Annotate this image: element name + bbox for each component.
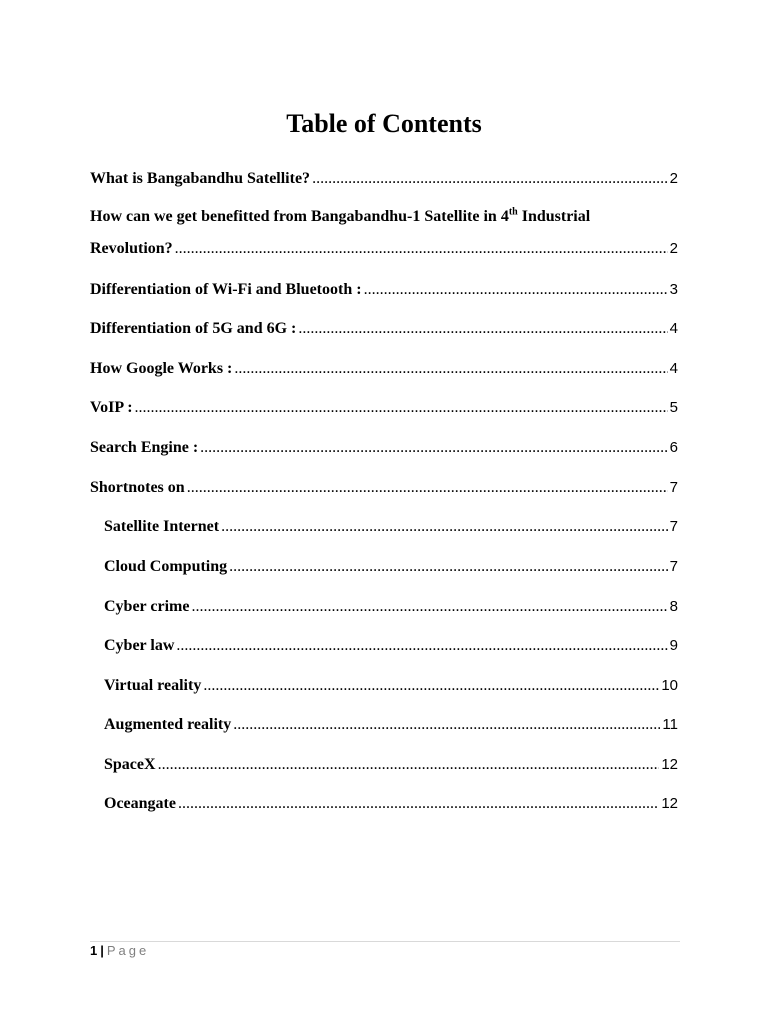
toc-entry-page: 11 [662, 716, 678, 733]
toc-entry-page: 6 [669, 439, 678, 456]
dot-leader [176, 635, 667, 657]
toc-subentry[interactable] [104, 675, 678, 697]
footer-divider [90, 941, 680, 942]
toc-entry[interactable] [90, 279, 678, 301]
dot-leader [191, 596, 667, 618]
toc-entry[interactable] [90, 397, 678, 419]
toc-subentry[interactable] [104, 596, 678, 618]
dot-leader [135, 397, 668, 419]
toc-subentry[interactable] [104, 714, 678, 736]
dot-leader [233, 714, 660, 736]
page-footer [90, 942, 149, 960]
toc-entry-label: Virtual reality [104, 677, 202, 694]
dot-leader [200, 437, 668, 459]
toc-entry-page: 3 [669, 281, 678, 298]
toc-entry-page: 2 [669, 170, 678, 187]
dot-leader [229, 556, 668, 578]
toc-subentry[interactable] [104, 556, 678, 578]
toc-entry-page: 7 [669, 479, 678, 496]
toc-entry-page: 10 [661, 677, 678, 694]
toc-entry-page: 7 [669, 558, 678, 575]
toc-entry[interactable] [90, 437, 678, 459]
toc-entry-label: Differentiation of Wi-Fi and Bluetooth : [90, 281, 362, 298]
dot-leader [158, 754, 660, 776]
toc-entry-label: Satellite Internet [104, 518, 220, 535]
dot-leader [364, 279, 668, 301]
footer-page-number: 1 [90, 943, 98, 958]
dot-leader [178, 793, 659, 815]
toc-entry[interactable] [90, 358, 678, 380]
footer-separator: | [100, 943, 104, 958]
toc-title: Table of Contents [286, 109, 482, 138]
dot-leader [187, 477, 668, 499]
dot-leader [312, 168, 668, 190]
toc-entry[interactable] [90, 477, 678, 499]
toc-entry-page: 7 [669, 518, 678, 535]
toc-entry[interactable] [90, 168, 678, 190]
toc-entry-label: Differentiation of 5G and 6G : [90, 320, 297, 337]
dot-leader [203, 675, 659, 697]
toc-entry-page: 4 [669, 360, 678, 377]
toc-entry-label: Cyber crime [104, 598, 190, 615]
toc-entry-label: Shortnotes on [90, 479, 185, 496]
toc-entry-page: 4 [669, 320, 678, 337]
toc-entry[interactable] [90, 206, 678, 260]
toc-subentry[interactable] [104, 516, 678, 538]
toc-entry-label-line1: How can we get benefitted from Bangabandhu-1 Satellite in 4th Industrial [90, 206, 591, 225]
toc-entry-page: 9 [669, 637, 678, 654]
dot-leader [298, 318, 667, 340]
toc-entry-label: Search Engine : [90, 439, 199, 456]
toc-entry-label: VoIP : [90, 399, 133, 416]
toc-entry[interactable] [90, 318, 678, 340]
toc-entry-page: 12 [661, 795, 678, 812]
toc-entry-page: 8 [669, 598, 678, 615]
toc-subentry[interactable] [104, 793, 678, 815]
dot-leader [234, 358, 667, 380]
toc-subentry[interactable] [104, 635, 678, 657]
toc-entry-label-line2: Revolution? [90, 240, 173, 257]
toc-entry-label: Oceangate [104, 795, 176, 812]
toc-entry-label: How Google Works : [90, 360, 233, 377]
toc-entry-page: 2 [669, 240, 678, 257]
toc-entry-label: What is Bangabandhu Satellite? [90, 170, 311, 187]
dot-leader [175, 238, 668, 260]
toc-entry-label: Cloud Computing [104, 558, 228, 575]
footer-page-word: Page [106, 943, 150, 958]
toc-entry-label: Cyber law [104, 637, 175, 654]
toc-entry-label: Augmented reality [104, 716, 232, 733]
toc-subentry[interactable] [104, 754, 678, 776]
toc-entry-label: SpaceX [104, 756, 156, 773]
toc-entry-page: 12 [661, 756, 678, 773]
toc-entry-page: 5 [669, 399, 678, 416]
dot-leader [221, 516, 668, 538]
